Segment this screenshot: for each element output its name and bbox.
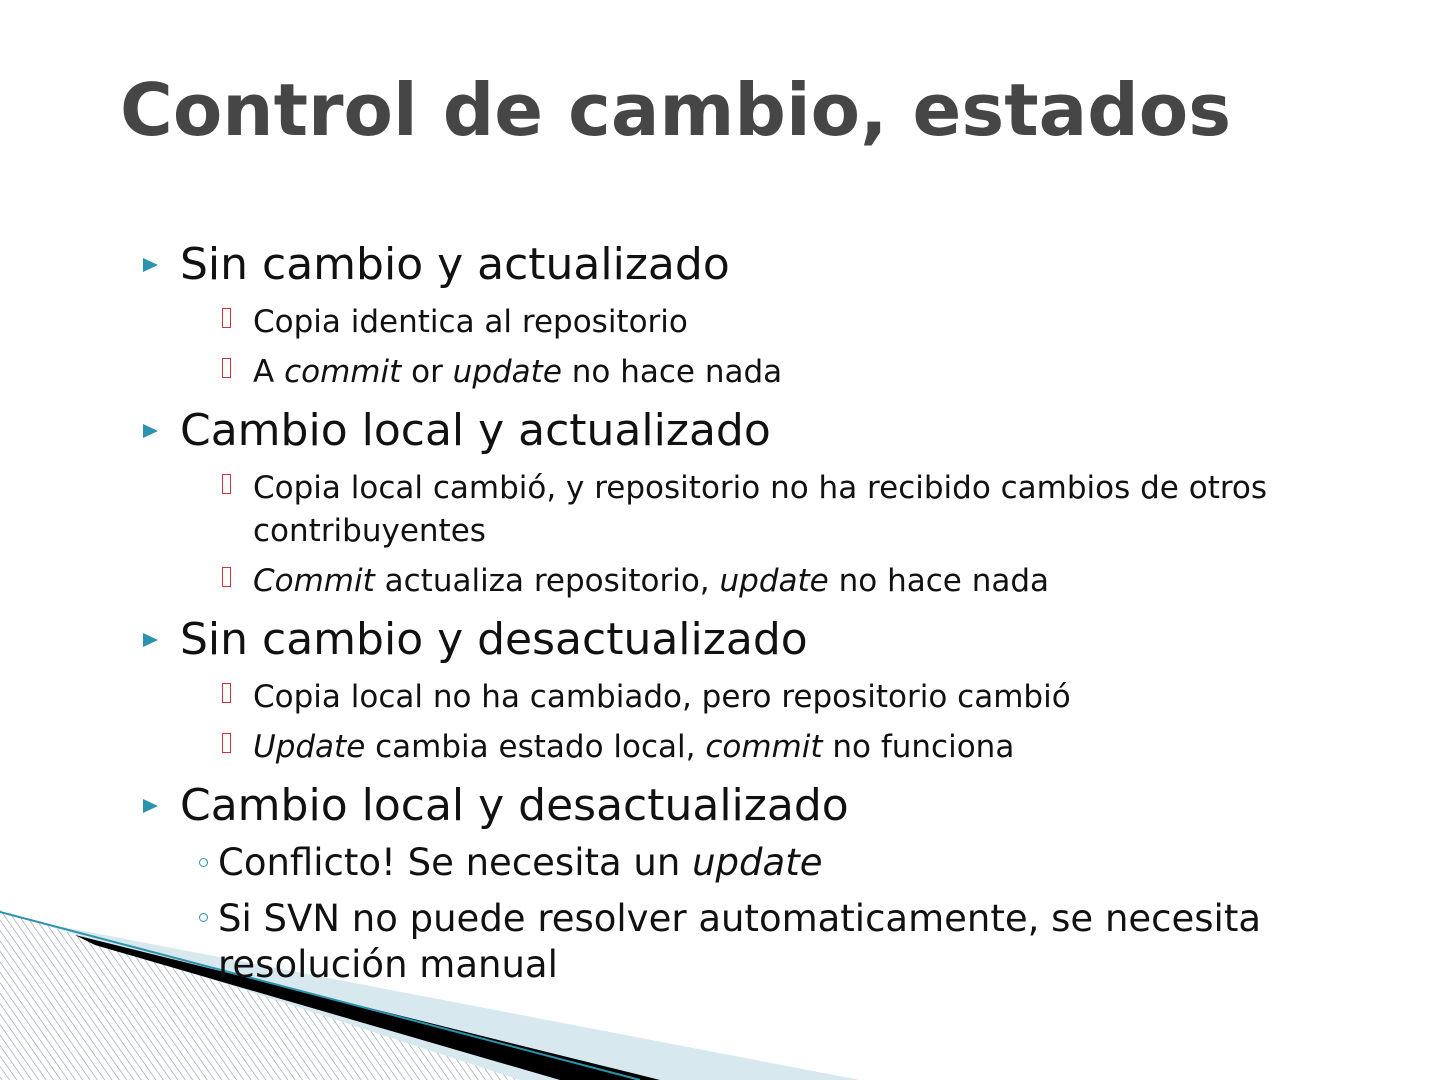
square-outline-bullet-icon [222, 683, 231, 703]
list-item: Copia local cambió, y repositorio no ha recibido cambios de otros contribuyentes [253, 470, 1268, 549]
list-item: Conflicto! Se necesita un update [218, 841, 823, 884]
square-outline-bullet-icon [222, 308, 231, 328]
section-heading: Cambio local y desactualizado [180, 780, 849, 831]
ring-bullet-icon [199, 858, 208, 867]
triangle-bullet-icon [143, 799, 158, 813]
triangle-bullet-icon [143, 258, 158, 272]
square-outline-bullet-icon [222, 567, 231, 587]
slide-title: Control de cambio, estados [120, 68, 1232, 152]
list-item: Commit actualiza repositorio, update no hace nada [253, 563, 1050, 599]
list-item: Update cambia estado local, commit no funciona [253, 729, 1015, 765]
section-heading: Sin cambio y desactualizado [180, 614, 808, 665]
list-item: Copia local no ha cambiado, pero repositorio cambió [253, 679, 1071, 715]
square-outline-bullet-icon [222, 733, 231, 753]
list-item: A commit or update no hace nada [253, 354, 783, 390]
section-heading: Cambio local y actualizado [180, 405, 771, 456]
section-heading: Sin cambio y actualizado [180, 239, 730, 290]
list-item: Copia identica al repositorio [253, 304, 688, 340]
triangle-bullet-icon [143, 633, 158, 647]
ring-bullet-icon [199, 913, 208, 922]
triangle-bullet-icon [143, 424, 158, 438]
square-outline-bullet-icon [222, 474, 231, 494]
square-outline-bullet-icon [222, 358, 231, 378]
list-item: Si SVN no puede resolver automaticamente, se necesita resolución manual [218, 897, 1262, 986]
